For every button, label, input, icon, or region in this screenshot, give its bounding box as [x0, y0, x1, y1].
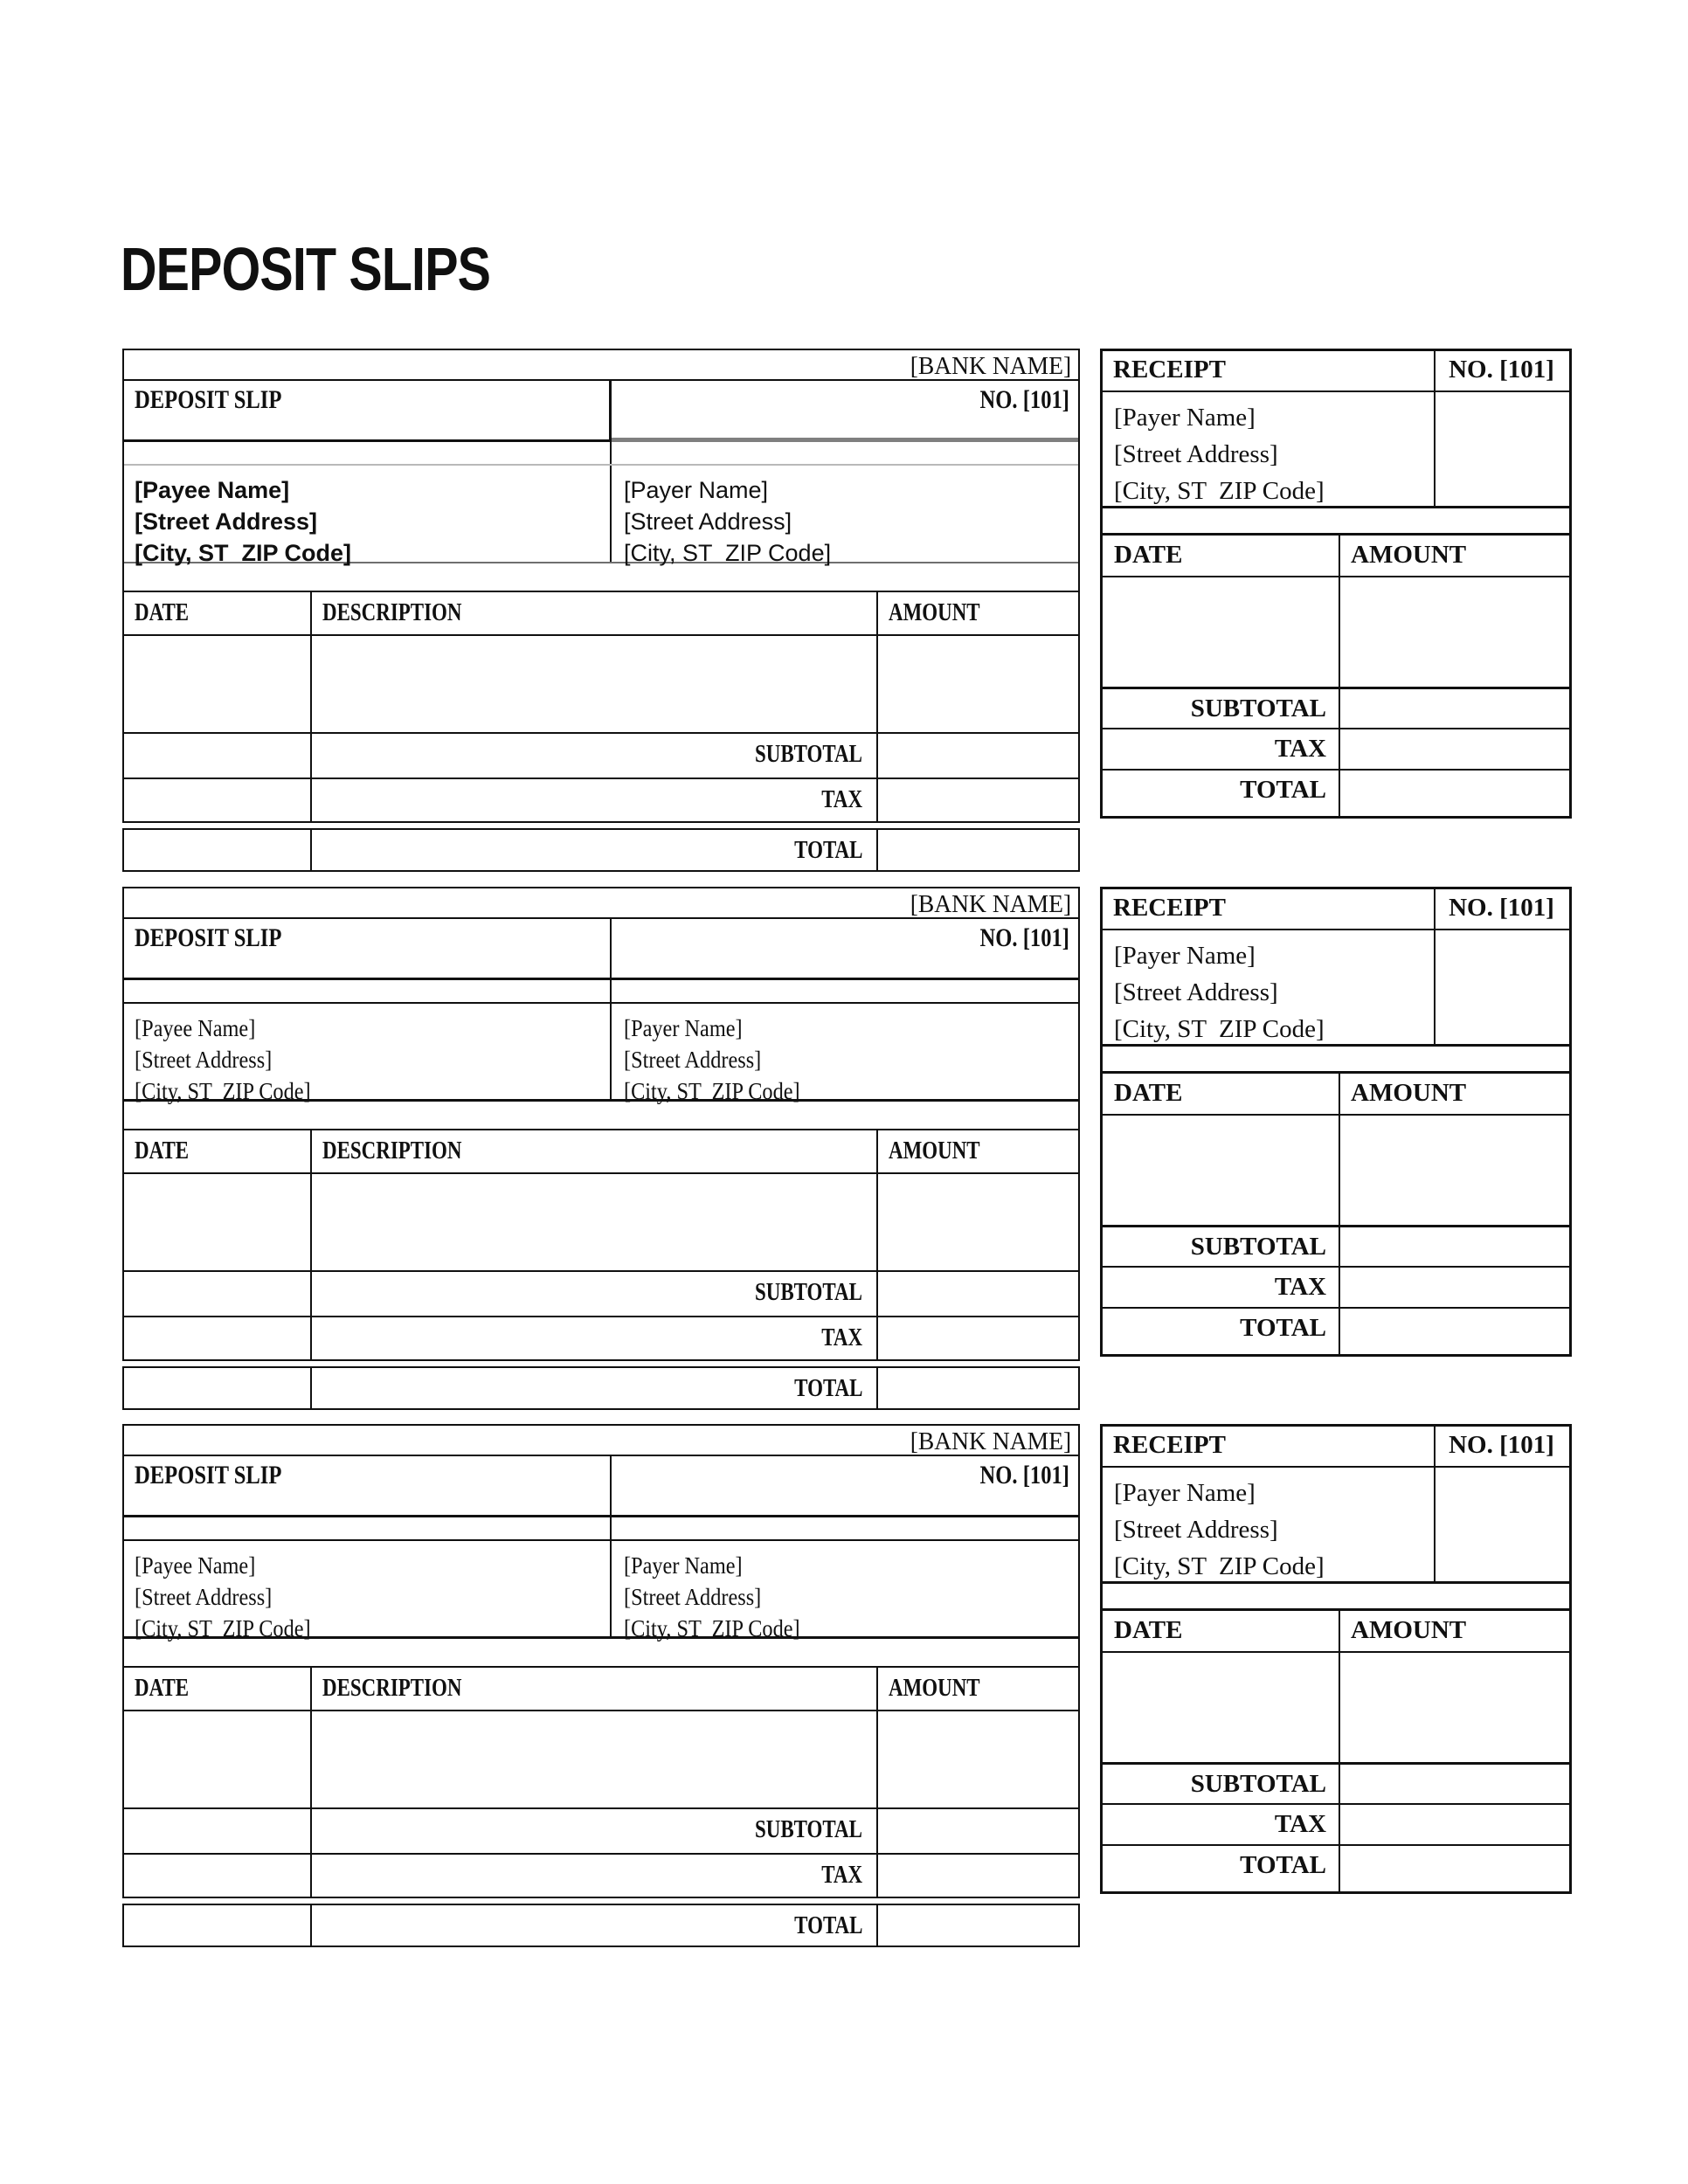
- amount-column-header: AMOUNT: [889, 599, 980, 626]
- receipt-entry-row: [1103, 1653, 1569, 1765]
- subtotal-row: [124, 1809, 1078, 1855]
- slip-header-row: [124, 381, 1078, 442]
- entry-date-cell: [1103, 1116, 1340, 1225]
- receipt-form: [1100, 887, 1572, 1357]
- entry-date-cell: [1103, 577, 1340, 687]
- slip-number: NO. [101]: [979, 923, 1069, 952]
- receipt-payer-block: [1103, 1468, 1435, 1581]
- receipt-total-row: [1103, 1846, 1569, 1891]
- receipt-number: NO. [101]: [1449, 1431, 1554, 1459]
- spacer-row: [1103, 1047, 1569, 1074]
- payer-address-block: [612, 466, 1078, 566]
- receipt-entry-row: [1103, 577, 1569, 689]
- bank-name: [BANK NAME]: [910, 352, 1071, 380]
- entry-description-cell: [312, 1174, 878, 1270]
- slip-number-cell: [612, 381, 1078, 442]
- bank-name: [BANK NAME]: [910, 1427, 1071, 1455]
- amount-column-header: AMOUNT: [889, 1137, 980, 1165]
- receipt-number-spill-cell: [1435, 392, 1569, 506]
- payer-street-address: [Street Address]: [624, 1584, 762, 1610]
- subtotal-row: [124, 734, 1078, 779]
- receipt-tax-row: [1103, 729, 1569, 771]
- payer-name: [Payer Name]: [624, 477, 769, 503]
- payee-address-block: [124, 466, 612, 566]
- subtotal-label: SUBTOTAL: [312, 1809, 878, 1853]
- subtotal-amount-cell: [878, 734, 1078, 778]
- bank-name: [BANK NAME]: [910, 890, 1071, 918]
- total-label: TOTAL: [1103, 1846, 1340, 1891]
- receipt-number-spill-cell: [1435, 1468, 1569, 1581]
- payer-city-line: [City, ST ZIP Code]: [624, 1078, 800, 1104]
- entry-date-cell: [124, 1711, 312, 1807]
- payer-city-line: [City, ST ZIP Code]: [1114, 1015, 1325, 1043]
- payee-street-address: [Street Address]: [135, 1584, 273, 1610]
- tax-label: TAX: [1103, 1268, 1340, 1307]
- total-amount-cell: [1340, 771, 1569, 816]
- payee-address-block: [124, 1541, 612, 1641]
- payer-street-address: [Street Address]: [1114, 440, 1278, 468]
- receipt-header-row: [1103, 889, 1569, 930]
- subtotal-amount-cell: [878, 1272, 1078, 1316]
- total-label: TOTAL: [312, 830, 878, 870]
- tax-amount-cell: [878, 779, 1078, 821]
- tax-label: TAX: [1103, 1805, 1340, 1844]
- subtotal-amount-cell: [1340, 1227, 1569, 1266]
- payee-name: [Payee Name]: [135, 1552, 256, 1579]
- payer-city-line: [City, ST ZIP Code]: [624, 1615, 800, 1641]
- receipt-form: [1100, 1424, 1572, 1894]
- date-column-header: DATE: [124, 592, 312, 634]
- entry-amount-cell: [1340, 577, 1569, 687]
- deposit-slip-form: [122, 349, 1080, 823]
- receipt-number: NO. [101]: [1449, 894, 1554, 922]
- payer-city-line: [City, ST ZIP Code]: [1114, 477, 1325, 505]
- total-amount-cell: [878, 1368, 1078, 1408]
- total-label: TOTAL: [1103, 771, 1340, 816]
- total-row: [122, 828, 1080, 872]
- tax-amount-cell: [878, 1317, 1078, 1359]
- subtotal-label: SUBTOTAL: [1103, 1227, 1340, 1266]
- subtotal-amount-cell: [1340, 1765, 1569, 1803]
- receipt-title: RECEIPT: [1103, 351, 1435, 390]
- entry-row: [124, 1174, 1078, 1272]
- entry-amount-cell: [1340, 1653, 1569, 1762]
- receipt-payer-row: [1103, 392, 1569, 508]
- tax-row: [124, 1855, 1078, 1897]
- receipt-subtotal-row: [1103, 689, 1569, 729]
- date-column-header: DATE: [124, 1130, 312, 1172]
- payer-name: [Payer Name]: [1114, 1479, 1256, 1507]
- subtotal-label: SUBTOTAL: [1103, 689, 1340, 728]
- bank-name-row: [124, 1426, 1078, 1456]
- subtotal-row: [124, 1272, 1078, 1317]
- entry-date-cell: [124, 1174, 312, 1270]
- deposit-slip-title: DEPOSIT SLIP: [135, 385, 282, 414]
- tax-amount-cell: [1340, 1268, 1569, 1307]
- spacer-row: [1103, 1584, 1569, 1611]
- address-row: [124, 466, 1078, 566]
- tax-amount-cell: [1340, 729, 1569, 769]
- payer-name: [Payer Name]: [624, 1552, 743, 1579]
- subtotal-amount-cell: [1340, 689, 1569, 728]
- payer-city-line: [City, ST ZIP Code]: [624, 540, 832, 566]
- receipt-total-row: [1103, 771, 1569, 816]
- description-column-header: DESCRIPTION: [312, 592, 878, 634]
- payee-street-address: [Street Address]: [135, 1047, 273, 1073]
- receipt-table-header-row: [1103, 536, 1569, 577]
- total-amount-cell: [1340, 1846, 1569, 1891]
- total-amount-cell: [878, 1905, 1078, 1946]
- receipt-payer-block: [1103, 930, 1435, 1044]
- receipt-entry-row: [1103, 1116, 1569, 1227]
- receipt-number: NO. [101]: [1449, 356, 1554, 384]
- payee-address-block: [124, 1004, 612, 1104]
- entry-description-cell: [312, 636, 878, 732]
- description-column-header: DESCRIPTION: [312, 1668, 878, 1710]
- total-row: [122, 1904, 1080, 1947]
- address-row: [124, 1004, 1078, 1102]
- payee-city-line: [City, ST ZIP Code]: [135, 540, 352, 566]
- entry-row: [124, 1711, 1078, 1809]
- slip-number-cell: [612, 919, 1078, 978]
- deposit-slip-form: [122, 887, 1080, 1361]
- payee-city-line: [City, ST ZIP Code]: [135, 1078, 311, 1104]
- receipt-payer-row: [1103, 1468, 1569, 1584]
- receipt-table-header-row: [1103, 1611, 1569, 1653]
- deposit-slip-title: DEPOSIT SLIP: [135, 1461, 282, 1489]
- date-column-header: DATE: [124, 1668, 312, 1710]
- payee-name: [Payee Name]: [135, 1015, 256, 1041]
- deposit-slip-title-cell: [124, 919, 612, 978]
- deposit-slip-title-cell: [124, 1456, 612, 1515]
- receipt-number-spill-cell: [1435, 930, 1569, 1044]
- slip-number: NO. [101]: [979, 385, 1069, 414]
- tax-amount-cell: [878, 1855, 1078, 1897]
- payer-name: [Payer Name]: [1114, 404, 1256, 432]
- receipt-title: RECEIPT: [1103, 889, 1435, 929]
- deposit-slip-title-cell: [124, 381, 612, 442]
- date-column-header: DATE: [1103, 536, 1340, 576]
- tax-label: TAX: [312, 779, 878, 821]
- total-row: [122, 1366, 1080, 1410]
- bank-name-row: [124, 350, 1078, 381]
- deposit-slip-block-3: [122, 1424, 1608, 1957]
- total-amount-cell: [1340, 1309, 1569, 1354]
- deposit-slip-block-1: [122, 349, 1608, 881]
- payer-name: [Payer Name]: [1114, 942, 1256, 970]
- total-label: TOTAL: [312, 1368, 878, 1408]
- receipt-payer-row: [1103, 930, 1569, 1047]
- receipt-header-row: [1103, 1427, 1569, 1468]
- receipt-title: RECEIPT: [1103, 1427, 1435, 1466]
- entry-date-cell: [1103, 1653, 1340, 1762]
- receipt-header-row: [1103, 351, 1569, 392]
- tax-row: [124, 779, 1078, 821]
- entry-description-cell: [312, 1711, 878, 1807]
- bank-name-row: [124, 888, 1078, 919]
- entry-date-cell: [124, 636, 312, 732]
- payer-address-block: [612, 1004, 1078, 1104]
- receipt-total-row: [1103, 1309, 1569, 1354]
- subtotal-label: SUBTOTAL: [1103, 1765, 1340, 1803]
- payer-city-line: [City, ST ZIP Code]: [1114, 1552, 1325, 1580]
- slip-number: NO. [101]: [979, 1461, 1069, 1489]
- payee-city-line: [City, ST ZIP Code]: [135, 1615, 311, 1641]
- table-header-row: [124, 1668, 1078, 1711]
- receipt-subtotal-row: [1103, 1227, 1569, 1268]
- amount-column-header: AMOUNT: [1351, 1616, 1467, 1644]
- date-column-header: DATE: [1103, 1611, 1340, 1651]
- subtotal-amount-cell: [878, 1809, 1078, 1853]
- payer-street-address: [Street Address]: [624, 1047, 762, 1073]
- payee-name: [Payee Name]: [135, 477, 290, 503]
- tax-amount-cell: [1340, 1805, 1569, 1844]
- deposit-slip-title: DEPOSIT SLIP: [135, 923, 282, 952]
- payer-address-block: [612, 1541, 1078, 1641]
- page-title: DEPOSIT SLIPS: [121, 235, 491, 303]
- slip-number-cell: [612, 1456, 1078, 1515]
- slip-header-row: [124, 919, 1078, 980]
- amount-column-header: AMOUNT: [889, 1675, 980, 1702]
- tax-label: TAX: [312, 1317, 878, 1359]
- tax-label: TAX: [1103, 729, 1340, 769]
- amount-column-header: AMOUNT: [1351, 1079, 1467, 1107]
- receipt-subtotal-row: [1103, 1765, 1569, 1805]
- receipt-tax-row: [1103, 1268, 1569, 1309]
- entry-amount-cell: [878, 1174, 1078, 1270]
- table-header-row: [124, 592, 1078, 636]
- deposit-slip-form: [122, 1424, 1080, 1898]
- payer-name: [Payer Name]: [624, 1015, 743, 1041]
- entry-amount-cell: [878, 636, 1078, 732]
- tax-label: TAX: [312, 1855, 878, 1897]
- amount-column-header: AMOUNT: [1351, 541, 1467, 569]
- receipt-form: [1100, 349, 1572, 819]
- entry-row: [124, 636, 1078, 734]
- payer-street-address: [Street Address]: [1114, 1516, 1278, 1544]
- subtotal-label: SUBTOTAL: [312, 734, 878, 778]
- total-label: TOTAL: [312, 1905, 878, 1946]
- spacer-row: [124, 1517, 1078, 1541]
- date-column-header: DATE: [1103, 1074, 1340, 1114]
- spacer-row: [1103, 508, 1569, 536]
- table-header-row: [124, 1130, 1078, 1174]
- spacer-row: [124, 980, 1078, 1004]
- entry-amount-cell: [878, 1711, 1078, 1807]
- payee-street-address: [Street Address]: [135, 508, 318, 535]
- tax-row: [124, 1317, 1078, 1359]
- address-row: [124, 1541, 1078, 1639]
- entry-amount-cell: [1340, 1116, 1569, 1225]
- payer-street-address: [Street Address]: [1114, 978, 1278, 1006]
- deposit-slip-block-2: [122, 887, 1608, 1420]
- total-label: TOTAL: [1103, 1309, 1340, 1354]
- payer-street-address: [Street Address]: [624, 508, 792, 535]
- receipt-tax-row: [1103, 1805, 1569, 1846]
- spacer-row: [124, 442, 1078, 466]
- description-column-header: DESCRIPTION: [312, 1130, 878, 1172]
- slip-header-row: [124, 1456, 1078, 1517]
- total-amount-cell: [878, 830, 1078, 870]
- receipt-payer-block: [1103, 392, 1435, 506]
- receipt-table-header-row: [1103, 1074, 1569, 1116]
- subtotal-label: SUBTOTAL: [312, 1272, 878, 1316]
